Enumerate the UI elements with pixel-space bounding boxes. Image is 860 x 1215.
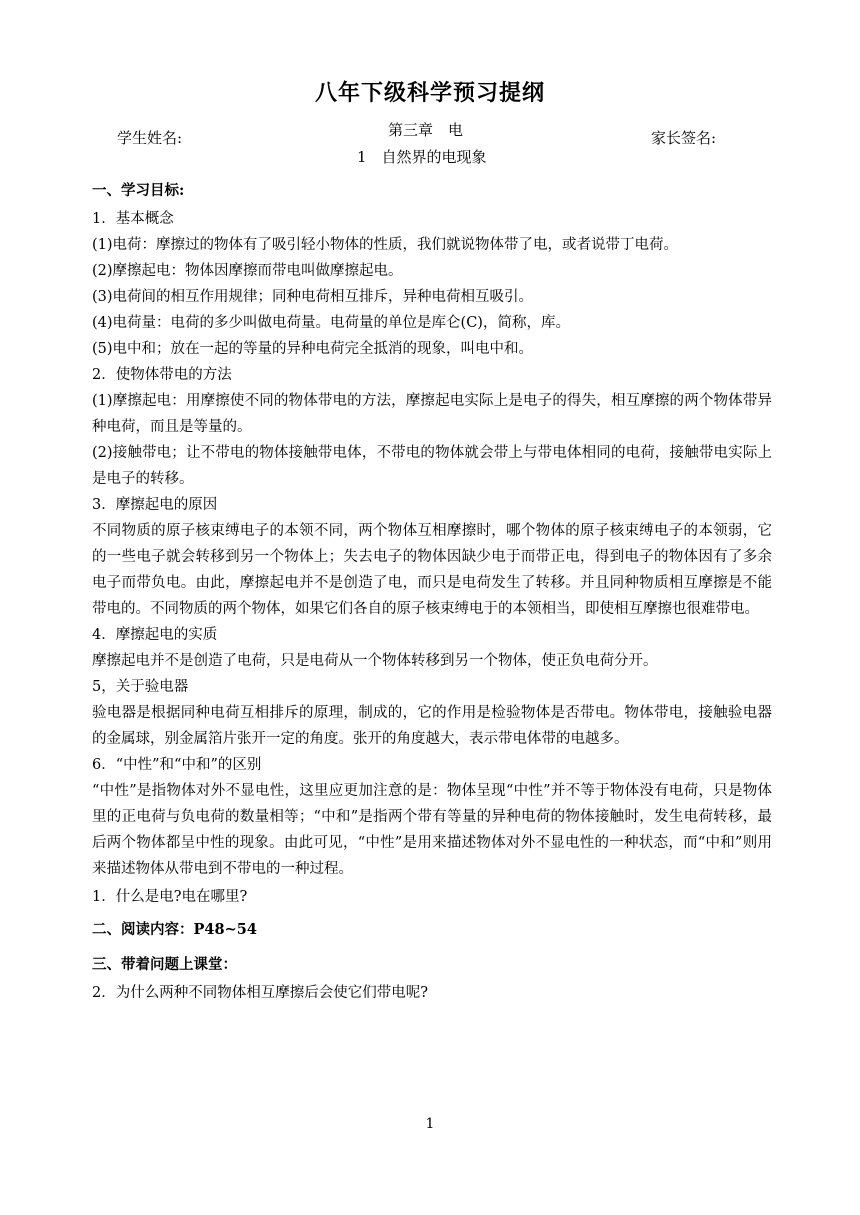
item3-text: 不同物质的原子核束缚电子的本领不同，两个物体互相摩擦时，哪个物体的原子核束缚电子的本领弱，它的一些电子就会转移到另一个物体上；失去电子的物体因缺少电于而带正电，得到电子的物体因有了多余电子而带负电。由此，摩擦起电并不是创造了电，而只是电荷发生了转移。并且同种物质相互摩擦是不能带电的。不同物质的两个物体，如果它们各自的原子核束缚电于的本领相当，即使相互摩擦也很难带电。 bbox=[92, 523, 772, 617]
item2-point: (1)摩擦起电：用摩擦使不同的物体带电的方法，摩擦起电实际上是电子的得失，相互摩擦的两个物体带异种电荷，而且是等量的。 bbox=[92, 393, 772, 435]
item5-heading: 5，关于验电器 bbox=[92, 679, 189, 695]
item1-point: (5)电中和；放在一起的等量的异种电荷完全抵消的现象，叫电中和。 bbox=[92, 341, 534, 357]
item1-point: (2)摩擦起电：物体因摩擦而带电叫做摩擦起电。 bbox=[92, 263, 403, 279]
question-2: 2．为什么两种不同物体相互摩擦后会使它们带电呢? bbox=[92, 985, 428, 1001]
parent-signature-label: 家长签名: bbox=[651, 129, 717, 147]
item6-heading: 6．“中性”和“中和”的区别 bbox=[92, 757, 262, 773]
class-heading: 三、带着问题上课堂： bbox=[92, 956, 237, 973]
item2-heading: 2．使物体带电的方法 bbox=[92, 367, 232, 383]
item6-text: “中性”是指物体对外不显电性，这里应更加注意的是：物体呈现“中性”并不等于物体没有电荷，只是物体里的正电荷与负电荷的数量相等；“中和”是指两个带有等量的异种电荷的物体接触时，发生电荷转移，最后两个物体都呈中性的现象。由此可见，“中性”是用来描述物体对外不显电性的一种状态，而“中和”则用来描述物体从带电到不带电的一种过程。 bbox=[92, 783, 772, 877]
document-title: 八年下级科学预习提纲 bbox=[314, 80, 545, 106]
item1-point: (4)电荷量：电荷的多少叫做电荷量。电荷量的单位是库仑(C)，简称，库。 bbox=[92, 315, 570, 331]
document-body bbox=[92, 175, 772, 1006]
item1-heading: 1．基本概念 bbox=[92, 211, 174, 227]
chapter-heading: 第三章 电 bbox=[388, 121, 464, 139]
question-1: 1．什么是电?电在哪里? bbox=[92, 889, 248, 905]
goals-heading: 一、学习目标: bbox=[92, 182, 185, 199]
item3-heading: 3．摩擦起电的原因 bbox=[92, 497, 218, 513]
item1-point: (1)电荷：摩擦过的物体有了吸引轻小物体的性质，我们就说物体带了电，或者说带丁电荷。 bbox=[92, 237, 679, 253]
item2-point: (2)接触带电；让不带电的物体接触带电体，不带电的物体就会带上与带电体相同的电荷，接触带电实际上是电子的转移。 bbox=[92, 445, 772, 487]
item4-text: 摩擦起电并不是创造了电荷，只是电荷从一个物体转移到另一个物体，使正负电荷分开。 bbox=[92, 653, 658, 669]
student-name-label: 学生姓名: bbox=[117, 129, 183, 147]
reading-heading: 二、阅读内容：P48~54 bbox=[92, 921, 257, 938]
item1-point: (3)电荷间的相互作用规律；同种电荷相互排斥，异种电荷相互吸引。 bbox=[92, 289, 534, 305]
page-number: 1 bbox=[425, 1116, 435, 1132]
item4-heading: 4．摩擦起电的实质 bbox=[92, 627, 218, 643]
section-heading: 1 自然界的电现象 bbox=[357, 148, 487, 166]
item5-text: 验电器是根据同种电荷互相排斥的原理，制成的，它的作用是检验物体是否带电。物体带电，接触验电器的金属球，别金属箔片张开一定的角度。张开的角度越大，表示带电体带的电越多。 bbox=[92, 705, 772, 747]
